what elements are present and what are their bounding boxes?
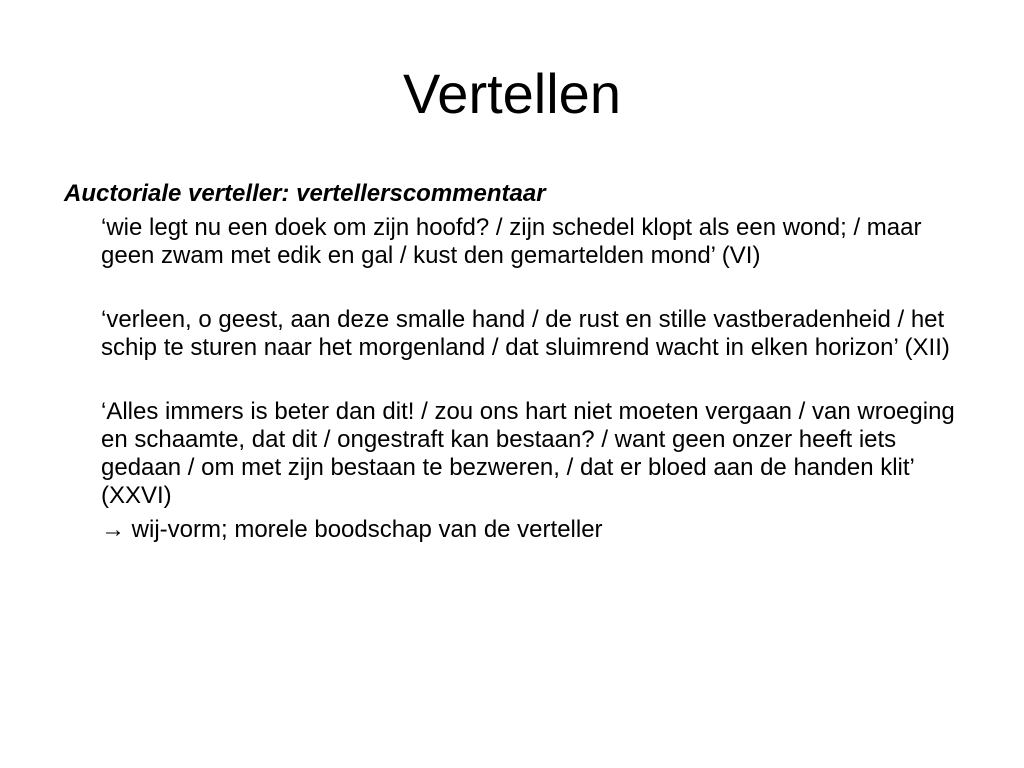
conclusion-line: → wij-vorm; morele boodschap van de verteller [101, 516, 603, 543]
section-heading: Auctoriale verteller: vertellerscommentaar [64, 180, 546, 207]
quote-xii: ‘verleen, o geest, aan deze smalle hand / de rust en stille vastberadenheid / het schip te sturen naar het morgenland / dat sluimrend wacht in elken horizon’ (XII) [101, 306, 950, 361]
slide-title: Vertellen [403, 62, 621, 125]
slide-body [64, 179, 964, 544]
quote-vi: ‘wie legt nu een doek om zijn hoofd? / zijn schedel klopt als een wond; / maar geen zwam met edik en gal / kust den gemartelden mond’ (VI) [101, 214, 922, 269]
quote-xxvi: ‘Alles immers is beter dan dit! / zou ons hart niet moeten vergaan / van wroeging en schaamte, dat dit / ongestraft kan bestaan? / want geen onzer heeft iets gedaan / om met zijn bestaan te bezweren, / dat er bloed aan de handen klit’ (XXVI) [101, 398, 955, 509]
